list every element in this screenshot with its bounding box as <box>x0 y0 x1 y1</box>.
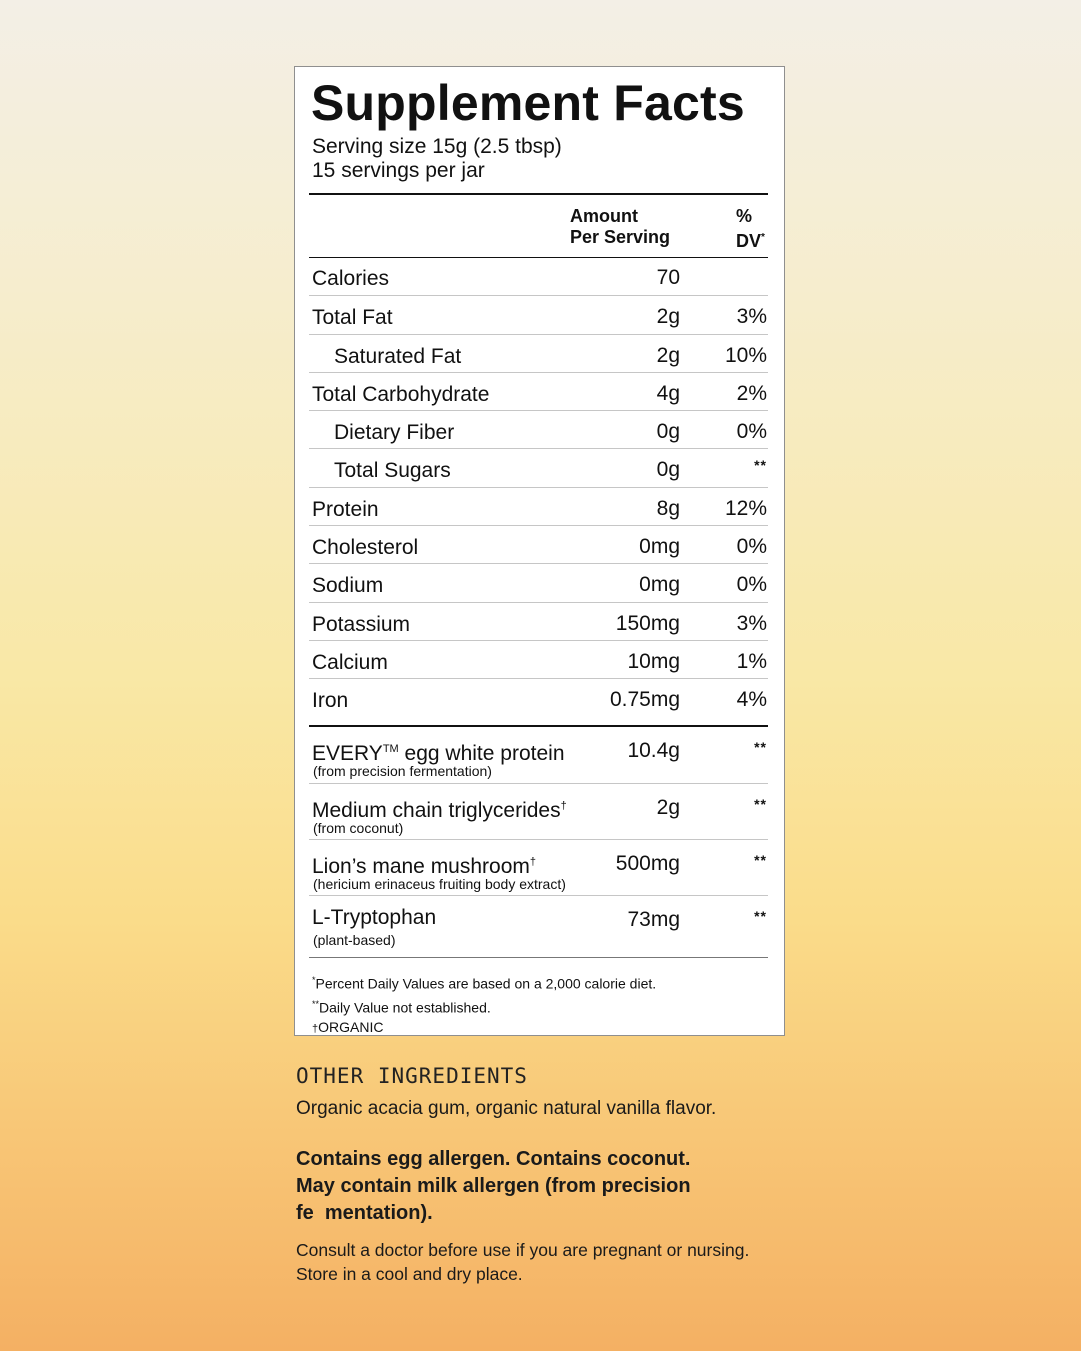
dv-header-line1: % <box>736 206 753 226</box>
table-row <box>309 602 768 640</box>
table-row <box>309 525 768 563</box>
table-row <box>309 257 768 295</box>
nutrient-name: Dietary Fiber <box>334 421 455 445</box>
ingredient-source: (hericium erinaceus fruiting body extract) <box>313 876 566 892</box>
footnote-text: Daily Value not established. <box>319 999 491 1016</box>
ingredient-source: (plant-based) <box>313 932 396 948</box>
ingredient-name <box>312 850 536 879</box>
column-header-amount <box>570 206 670 248</box>
ingredient-source: (from precision fermentation) <box>313 763 492 779</box>
supplement-facts-panel <box>294 66 785 1036</box>
amount-header-line2: Per Serving <box>570 227 671 247</box>
nutrient-amount: 4g <box>656 381 680 405</box>
footnote-mark: ** <box>312 998 320 1009</box>
other-ingredients-heading: OTHER INGREDIENTS <box>296 1064 528 1088</box>
nutrient-amount: 10mg <box>627 649 680 673</box>
ingredient-amount: 500mg <box>615 852 680 875</box>
ingredient-dv: ** <box>754 908 767 924</box>
nutrient-dv: 2% <box>736 381 767 405</box>
nutrient-name: Iron <box>312 689 349 713</box>
ingredient-name-rest: egg white protein <box>398 742 565 765</box>
nutrient-dv: 0% <box>736 573 767 597</box>
nutrient-name: Total Fat <box>312 306 393 330</box>
ingredient-name-text: Lion’s mane mushroom <box>312 855 530 878</box>
nutrient-dv: 4% <box>736 688 767 712</box>
footnote-organic <box>312 1017 656 1039</box>
nutrient-dv: 1% <box>736 649 767 673</box>
nutrient-amount: 70 <box>656 266 680 289</box>
table-row <box>309 727 768 783</box>
nutrient-amount: 0g <box>656 420 680 444</box>
nutrient-dv: 10% <box>724 343 767 367</box>
nutrient-name: Protein <box>312 497 379 521</box>
nutrient-dv: 3% <box>736 305 767 329</box>
table-row <box>309 783 768 839</box>
nutrient-dv: ** <box>754 457 767 474</box>
ingredient-dv: ** <box>754 796 767 812</box>
consult-warning <box>296 1238 749 1286</box>
footnote-dv <box>312 970 656 994</box>
allergen-line: Contains egg allergen. Contains coconut. <box>296 1148 691 1170</box>
nutrient-dv: 0% <box>736 420 767 444</box>
divider-footnotes <box>309 957 768 958</box>
nutrient-amount: 2g <box>656 305 680 329</box>
table-row <box>309 563 768 601</box>
nutrient-amount: 2g <box>656 343 680 367</box>
table-row <box>309 410 768 448</box>
table-row <box>309 678 768 716</box>
organic-mark: † <box>529 856 537 868</box>
dv-header-text: DV <box>736 231 762 251</box>
panel-title: Supplement Facts <box>311 75 745 131</box>
serving-info <box>312 135 562 183</box>
table-row <box>309 448 768 486</box>
ingredient-source: (from coconut) <box>313 820 404 836</box>
footnote-text: Percent Daily Values are based on a 2,000 calorie diet. <box>315 975 657 992</box>
ingredient-name <box>312 906 436 930</box>
divider-thick <box>309 193 768 195</box>
table-row <box>309 334 768 372</box>
nutrient-amount: 8g <box>656 496 680 520</box>
nutrient-dv: 12% <box>724 496 767 520</box>
ingredient-amount: 73mg <box>627 908 680 931</box>
dv-header-line2 <box>736 227 765 252</box>
warning-line: Consult a doctor before use if you are pregnant or nursing. <box>296 1240 750 1260</box>
nutrient-amount: 150mg <box>615 611 680 635</box>
footnotes <box>312 970 656 1039</box>
table-row <box>309 895 768 951</box>
footnote-no-dv <box>312 994 656 1018</box>
organic-mark: † <box>560 800 567 812</box>
ingredient-name-text: L-Tryptophan <box>312 906 437 929</box>
nutrient-name: Total Carbohydrate <box>312 382 490 406</box>
footnote-mark: * <box>312 975 316 985</box>
nutrient-amount: 0mg <box>639 535 680 559</box>
trademark-mark: TM <box>382 743 399 755</box>
nutrient-name: Potassium <box>312 612 411 636</box>
nutrient-table <box>309 257 768 717</box>
other-ingredients-text: Organic acacia gum, organic natural vanilla flavor. <box>296 1098 717 1119</box>
nutrient-name: Calories <box>312 267 390 290</box>
ingredient-dv: ** <box>754 852 767 868</box>
column-header-dv <box>736 206 765 252</box>
nutrient-dv: 3% <box>736 611 767 635</box>
storage-line: Store in a cool and dry place. <box>296 1264 523 1284</box>
allergen-line: May contain milk allergen (from precision <box>296 1175 691 1197</box>
nutrient-name: Sodium <box>312 574 384 598</box>
allergen-line: fe mentation). <box>296 1202 433 1224</box>
nutrient-amount: 0.75mg <box>609 688 680 712</box>
table-row <box>309 295 768 333</box>
nutrient-amount: 0g <box>656 458 680 482</box>
amount-header-line1: Amount <box>570 206 638 226</box>
nutrient-name: Saturated Fat <box>334 344 462 368</box>
table-row <box>309 839 768 895</box>
servings-per-container: 15 servings per jar <box>312 159 485 182</box>
table-row <box>309 487 768 525</box>
allergen-statement <box>296 1146 726 1227</box>
footnote-text: ORGANIC <box>318 1019 384 1036</box>
ingredient-name-text: EVERY <box>312 742 383 765</box>
ingredient-dv: ** <box>754 739 767 755</box>
nutrient-dv: 0% <box>736 535 767 559</box>
nutrient-name: Cholesterol <box>312 536 419 560</box>
footnote-mark: † <box>312 1023 319 1036</box>
ingredient-name <box>312 737 565 766</box>
nutrient-name: Calcium <box>312 650 388 674</box>
ingredient-amount: 2g <box>656 796 680 819</box>
serving-size: Serving size 15g (2.5 tbsp) <box>312 135 562 158</box>
nutrient-name: Total Sugars <box>334 459 451 483</box>
ingredient-amount: 10.4g <box>627 739 680 762</box>
ingredient-name-text: Medium chain triglycerides <box>312 799 561 822</box>
nutrient-amount: 0mg <box>639 573 680 597</box>
ingredient-name <box>312 794 567 823</box>
table-row <box>309 372 768 410</box>
dv-header-mark: * <box>761 232 765 243</box>
table-row <box>309 640 768 678</box>
ingredient-table <box>309 727 768 951</box>
